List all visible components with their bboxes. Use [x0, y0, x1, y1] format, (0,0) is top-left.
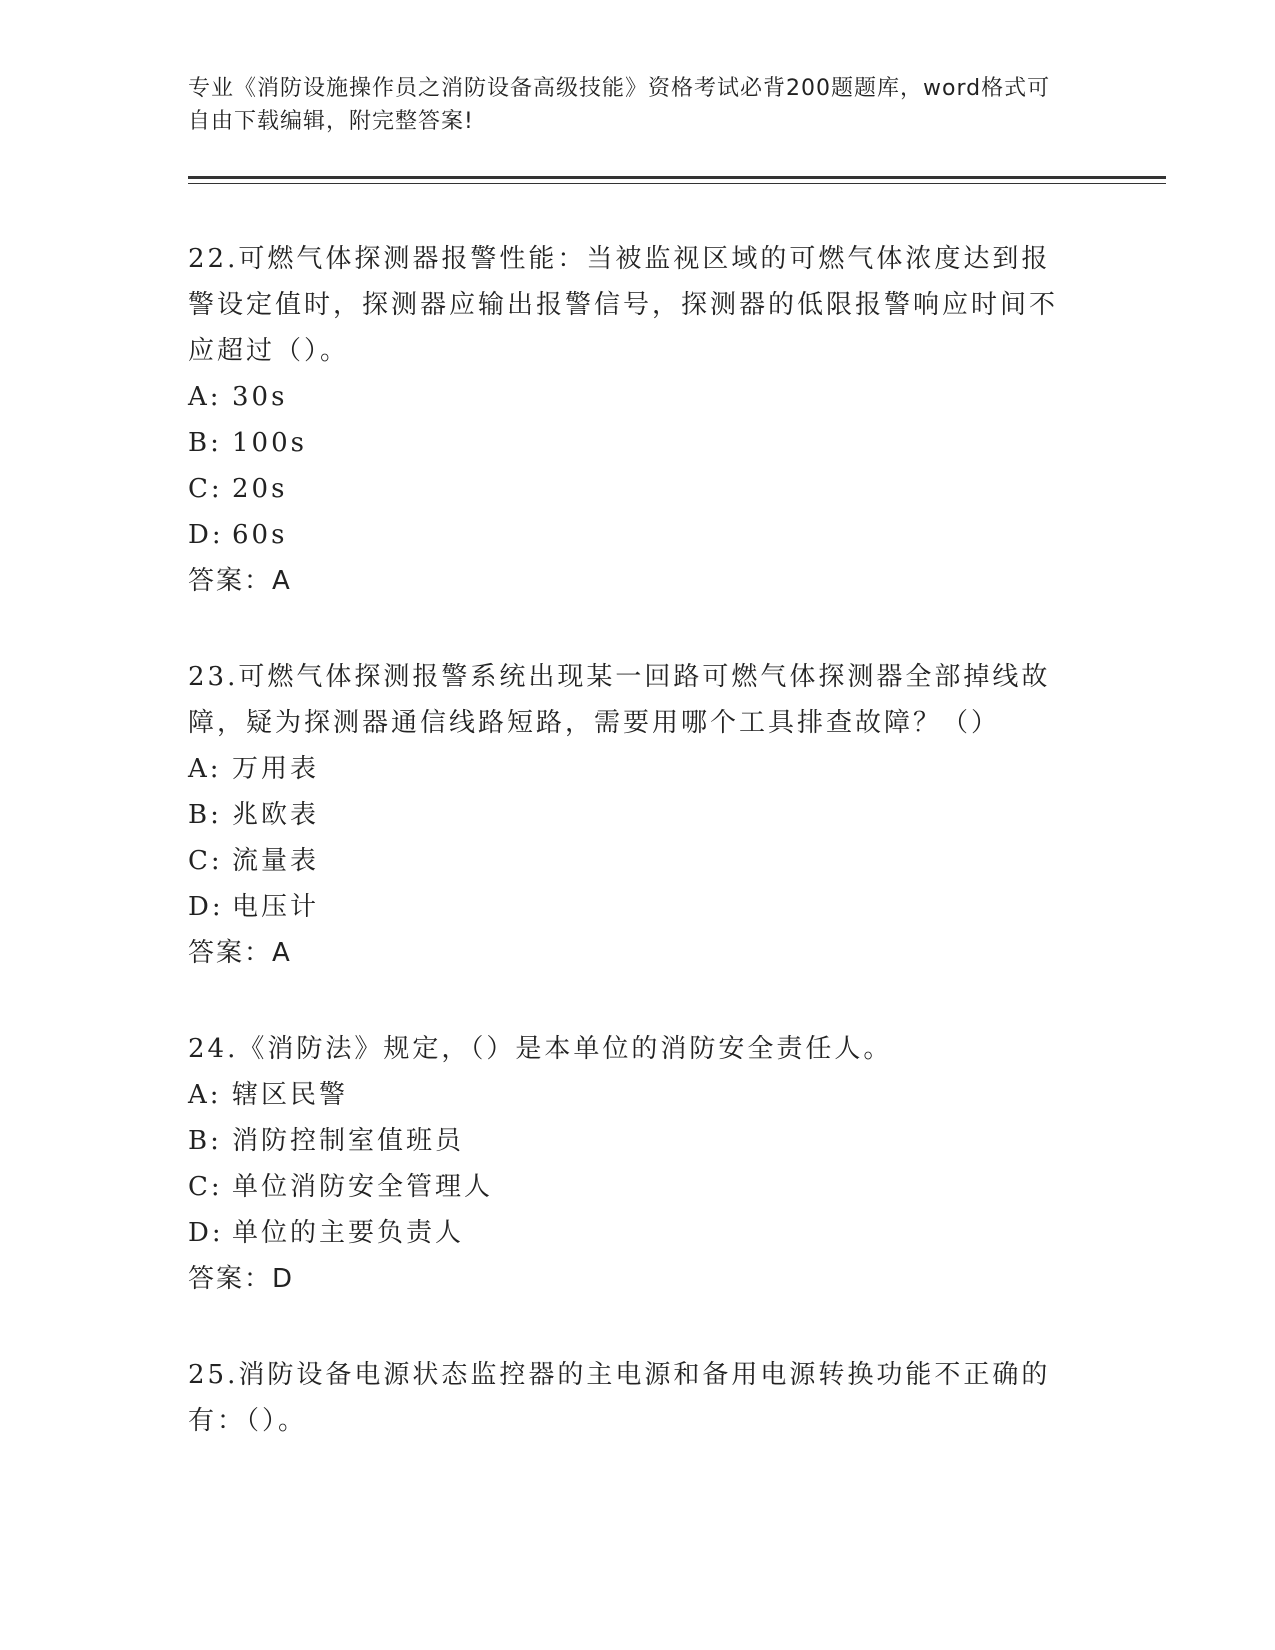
- question-22: [188, 236, 1078, 604]
- option-text: 20s: [232, 474, 288, 504]
- option-text: 单位消防安全管理人: [232, 1172, 494, 1202]
- option-b: [188, 792, 1078, 838]
- question-stem: 消防设备电源状态监控器的主电源和备用电源转换功能不正确的有：（）。: [188, 1360, 1051, 1436]
- question-24: [188, 1026, 1078, 1302]
- option-letter: B:: [188, 800, 222, 830]
- header-divider-thin: [188, 183, 1166, 184]
- option-text: 辖区民警: [232, 1080, 349, 1110]
- document-header: [188, 72, 1068, 138]
- header-divider-thick: [188, 176, 1166, 179]
- option-a: [188, 374, 1078, 420]
- option-text: 兆欧表: [232, 800, 320, 830]
- question-23: [188, 654, 1078, 976]
- question-number: 23.: [188, 662, 239, 692]
- option-c: [188, 1164, 1078, 1210]
- option-text: 电压计: [232, 892, 320, 922]
- option-letter: C:: [188, 846, 223, 876]
- option-a: [188, 746, 1078, 792]
- question-stem: 《消防法》规定，（）是本单位的消防安全责任人。: [238, 1034, 893, 1064]
- option-text: 流量表: [232, 846, 320, 876]
- answer: 答案：D: [188, 1264, 295, 1294]
- header-text: 专业《消防设施操作员之消防设备高级技能》资格考试必背200题题库，word格式可自由下载编辑，附完整答案!: [188, 76, 1051, 134]
- question-number: 24.: [188, 1034, 239, 1064]
- option-c: [188, 838, 1078, 884]
- option-text: 30s: [232, 382, 288, 412]
- option-d: [188, 1210, 1078, 1256]
- question-text: [188, 654, 1078, 746]
- option-d: [188, 512, 1078, 558]
- option-letter: B:: [188, 428, 222, 458]
- option-text: 万用表: [232, 754, 320, 784]
- option-letter: A:: [188, 382, 222, 412]
- option-text: 60s: [232, 520, 288, 550]
- option-letter: D:: [188, 520, 224, 550]
- option-d: [188, 884, 1078, 930]
- option-letter: B:: [188, 1126, 222, 1156]
- answer: 答案：A: [188, 938, 292, 968]
- question-25: [188, 1352, 1078, 1444]
- option-b: [188, 420, 1078, 466]
- option-c: [188, 466, 1078, 512]
- option-letter: D:: [188, 892, 224, 922]
- question-stem: 可燃气体探测器报警性能：当被监视区域的可燃气体浓度达到报警设定值时，探测器应输出报警信号，探测器的低限报警响应时间不应超过（）。: [188, 244, 1059, 366]
- question-text: [188, 1026, 1078, 1072]
- option-letter: C:: [188, 1172, 223, 1202]
- question-list: [188, 236, 1078, 1494]
- option-letter: A:: [188, 754, 222, 784]
- answer: 答案：A: [188, 566, 292, 596]
- option-text: 消防控制室值班员: [232, 1126, 465, 1156]
- question-number: 22.: [188, 244, 239, 274]
- option-text: 单位的主要负责人: [232, 1218, 465, 1248]
- question-text: [188, 1352, 1078, 1444]
- option-letter: D:: [188, 1218, 224, 1248]
- question-number: 25.: [188, 1360, 239, 1390]
- option-a: [188, 1072, 1078, 1118]
- option-text: 100s: [232, 428, 307, 458]
- option-letter: C:: [188, 474, 223, 504]
- option-b: [188, 1118, 1078, 1164]
- question-stem: 可燃气体探测报警系统出现某一回路可燃气体探测器全部掉线故障，疑为探测器通信线路短路，需要用哪个工具排查故障？（）: [188, 662, 1051, 738]
- question-text: [188, 236, 1078, 374]
- option-letter: A:: [188, 1080, 222, 1110]
